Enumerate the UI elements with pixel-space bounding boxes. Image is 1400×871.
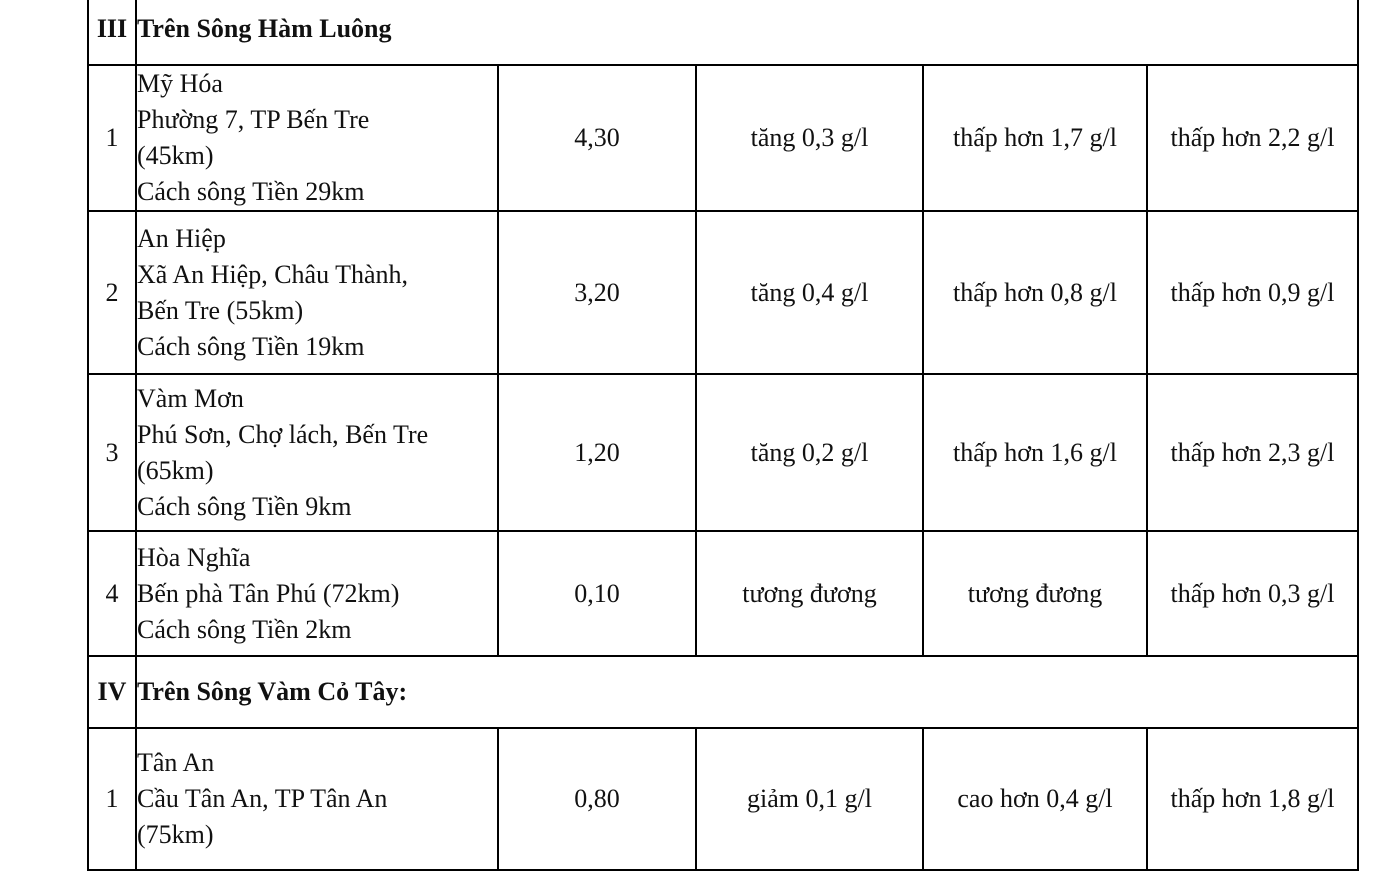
- station-location: (45km): [137, 141, 214, 170]
- salinity-value: 0,10: [498, 531, 696, 656]
- comparison-3: thấp hơn 2,3 g/l: [1147, 374, 1358, 531]
- section-header-row: [88, 656, 1358, 728]
- comparison-1: tăng 0,3 g/l: [696, 65, 923, 211]
- comparison-2: tương đương: [923, 531, 1147, 656]
- station-name: Mỹ Hóa: [137, 69, 223, 98]
- salinity-table: [87, 0, 1359, 871]
- table-row: [88, 211, 1358, 374]
- salinity-value: 0,80: [498, 728, 696, 870]
- station-name: Vàm Mơn: [137, 383, 244, 413]
- section-number: IV: [88, 656, 136, 728]
- table-row: [88, 65, 1358, 211]
- station-distance: Cách sông Tiền 29km: [137, 177, 365, 206]
- comparison-1: tương đương: [696, 531, 923, 656]
- table-row: [88, 374, 1358, 531]
- row-number: 4: [88, 531, 136, 656]
- comparison-1: giảm 0,1 g/l: [696, 728, 923, 870]
- comparison-2: cao hơn 0,4 g/l: [923, 728, 1147, 870]
- station-cell: [136, 531, 498, 656]
- station-location: Phú Sơn, Chợ lách, Bến Tre: [137, 419, 429, 449]
- station-location: Cầu Tân An, TP Tân An: [137, 784, 388, 813]
- station-cell: [136, 374, 498, 531]
- station-distance: Cách sông Tiền 9km: [137, 491, 352, 521]
- table-row: [88, 531, 1358, 656]
- section-title: Trên Sông Hàm Luông: [136, 0, 1358, 65]
- comparison-1: tăng 0,4 g/l: [696, 211, 923, 374]
- row-number: 3: [88, 374, 136, 531]
- comparison-3: thấp hơn 0,9 g/l: [1147, 211, 1358, 374]
- comparison-2: thấp hơn 0,8 g/l: [923, 211, 1147, 374]
- station-location: Xã An Hiệp, Châu Thành,: [137, 259, 409, 289]
- comparison-1: tăng 0,2 g/l: [696, 374, 923, 531]
- section-number: III: [88, 0, 136, 65]
- table-row: [88, 728, 1358, 870]
- comparison-2: thấp hơn 1,6 g/l: [923, 374, 1147, 531]
- station-location: (75km): [137, 820, 214, 849]
- comparison-3: thấp hơn 1,8 g/l: [1147, 728, 1358, 870]
- row-number: 2: [88, 211, 136, 374]
- row-number: 1: [88, 728, 136, 870]
- station-name: Hòa Nghĩa: [137, 542, 251, 572]
- row-number: 1: [88, 65, 136, 211]
- salinity-value: 3,20: [498, 211, 696, 374]
- comparison-3: thấp hơn 0,3 g/l: [1147, 531, 1358, 656]
- station-distance: Cách sông Tiền 19km: [137, 331, 365, 361]
- comparison-3: thấp hơn 2,2 g/l: [1147, 65, 1358, 211]
- station-distance: Cách sông Tiền 2km: [137, 614, 352, 644]
- station-location: Bến Tre (55km): [137, 295, 304, 325]
- station-cell: [136, 65, 498, 211]
- station-name: Tân An: [137, 748, 215, 777]
- comparison-2: thấp hơn 1,7 g/l: [923, 65, 1147, 211]
- station-name: An Hiệp: [137, 223, 226, 253]
- section-header-row: [88, 0, 1358, 65]
- salinity-value: 4,30: [498, 65, 696, 211]
- station-location: Phường 7, TP Bến Tre: [137, 105, 370, 134]
- station-location: (65km): [137, 455, 214, 485]
- station-cell: [136, 728, 498, 870]
- section-title: Trên Sông Vàm Cỏ Tây:: [136, 656, 1358, 728]
- station-location: Bến phà Tân Phú (72km): [137, 578, 400, 608]
- salinity-value: 1,20: [498, 374, 696, 531]
- station-cell: [136, 211, 498, 374]
